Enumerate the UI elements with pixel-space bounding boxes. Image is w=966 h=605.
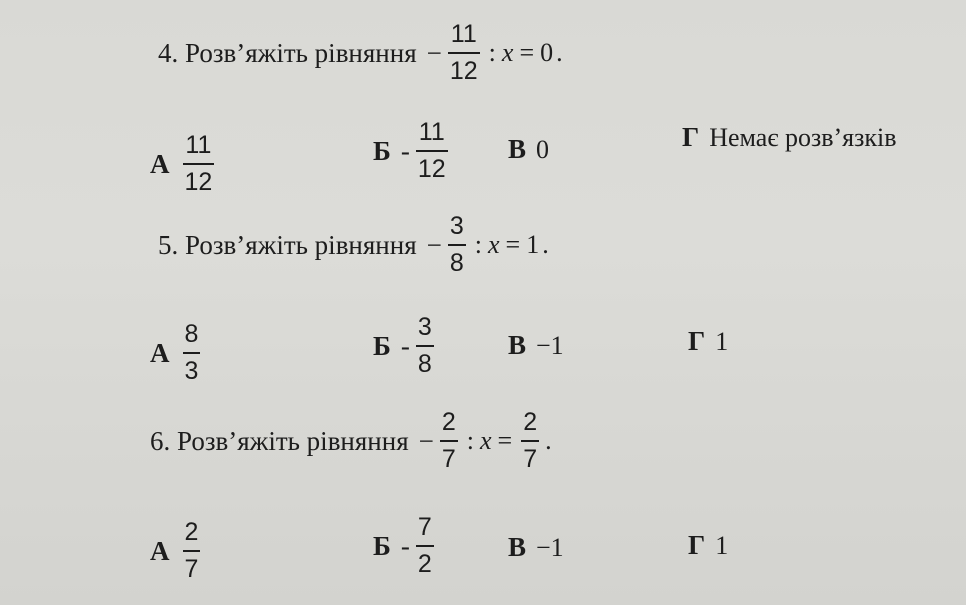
option-d [688,326,728,357]
fraction-numerator: 3 [449,212,464,240]
variable-x: x [501,38,514,67]
option-a [150,520,203,582]
equation-period: . [556,38,563,67]
fraction-numerator: 3 [417,313,432,341]
option-letter: Г [682,122,700,152]
option-letter: Б [373,530,391,561]
fraction-denominator: 8 [449,249,464,277]
option-c [508,330,564,361]
problem-4 [158,22,563,84]
fraction-bar [416,545,434,547]
fraction-denominator: 2 [417,550,432,578]
option-letter: А [150,337,170,368]
problem-4-prompt: 4. Розв’яжіть рівняння [158,37,417,68]
fraction-numerator: 2 [523,408,538,436]
fraction-numerator: 11 [418,118,445,146]
equals-sign: = [519,38,535,67]
fraction-bar [448,52,480,54]
fraction-denominator: 7 [441,445,456,473]
option-a-fraction [183,322,201,384]
option-value: −1 [536,330,564,360]
option-a [150,322,203,384]
option-letter: Б [373,135,391,166]
option-value: −1 [536,532,564,562]
option-b-fraction [416,315,434,377]
option-letter: Б [373,330,391,361]
option-sign: - [400,330,410,361]
option-a [150,133,217,195]
option-letter: В [508,532,527,562]
option-a-fraction [183,520,201,582]
fraction-bar [440,440,458,442]
equals-sign: = [497,426,513,455]
fraction-bar [521,440,539,442]
option-b [373,120,451,182]
problem-5-prompt: 5. Розв’яжіть рівняння [158,229,417,260]
fraction-denominator: 7 [184,555,199,583]
option-letter: В [508,134,527,164]
variable-x: x [488,230,500,259]
equation-fraction [440,410,458,472]
fraction-bar [183,163,215,165]
option-value: Немає розв’язків [709,122,897,152]
option-letter: А [150,148,170,179]
problem-6-prompt: 6. Розв’яжіть рівняння [150,425,409,456]
option-sign: - [400,135,410,166]
equation-rhs: 0 [540,38,554,67]
option-c [508,532,564,563]
fraction-numerator: 2 [441,408,456,436]
problem-5-equation [427,214,549,276]
equation-fraction [448,22,480,84]
problem-4-equation [427,22,563,84]
equation-fraction [448,214,466,276]
equation-period: . [542,230,549,259]
variable-x: x [480,426,492,455]
option-a-fraction [183,133,215,195]
option-sign: - [400,530,410,561]
equation-period: . [545,426,552,455]
option-c [508,134,549,165]
option-value: 1 [715,326,729,356]
fraction-numerator: 11 [185,131,212,159]
option-value: 0 [536,134,550,164]
option-letter: Г [688,530,706,560]
colon-operator: : [466,426,474,455]
problem-5 [158,214,549,276]
fraction-denominator: 8 [417,350,432,378]
equation-sign: − [418,425,434,456]
fraction-numerator: 2 [184,518,199,546]
option-letter: В [508,330,527,360]
option-letter: А [150,535,170,566]
fraction-bar [416,150,448,152]
problem-6-equation [419,410,552,472]
problem-6 [150,410,552,472]
option-b [373,515,437,577]
option-d [682,122,897,153]
fraction-denominator: 7 [523,445,538,473]
fraction-denominator: 12 [449,57,478,85]
colon-operator: : [488,38,496,67]
option-b-fraction [416,515,434,577]
fraction-bar [416,345,434,347]
colon-operator: : [474,230,482,259]
fraction-bar [448,244,466,246]
equation-rhs: 1 [526,230,540,259]
option-value: 1 [715,530,729,560]
fraction-bar [183,352,201,354]
fraction-denominator: 12 [184,168,213,196]
equation-rhs-fraction [521,410,539,472]
equation-sign: − [426,229,442,260]
option-d [688,530,728,561]
equation-sign: − [426,37,442,68]
option-letter: Г [688,326,706,356]
option-b-fraction [416,120,448,182]
fraction-denominator: 12 [417,155,446,183]
fraction-denominator: 3 [184,357,199,385]
equals-sign: = [505,230,521,259]
fraction-numerator: 8 [184,320,199,348]
option-b [373,315,437,377]
fraction-bar [183,550,201,552]
fraction-numerator: 11 [450,20,477,48]
fraction-numerator: 7 [417,513,432,541]
